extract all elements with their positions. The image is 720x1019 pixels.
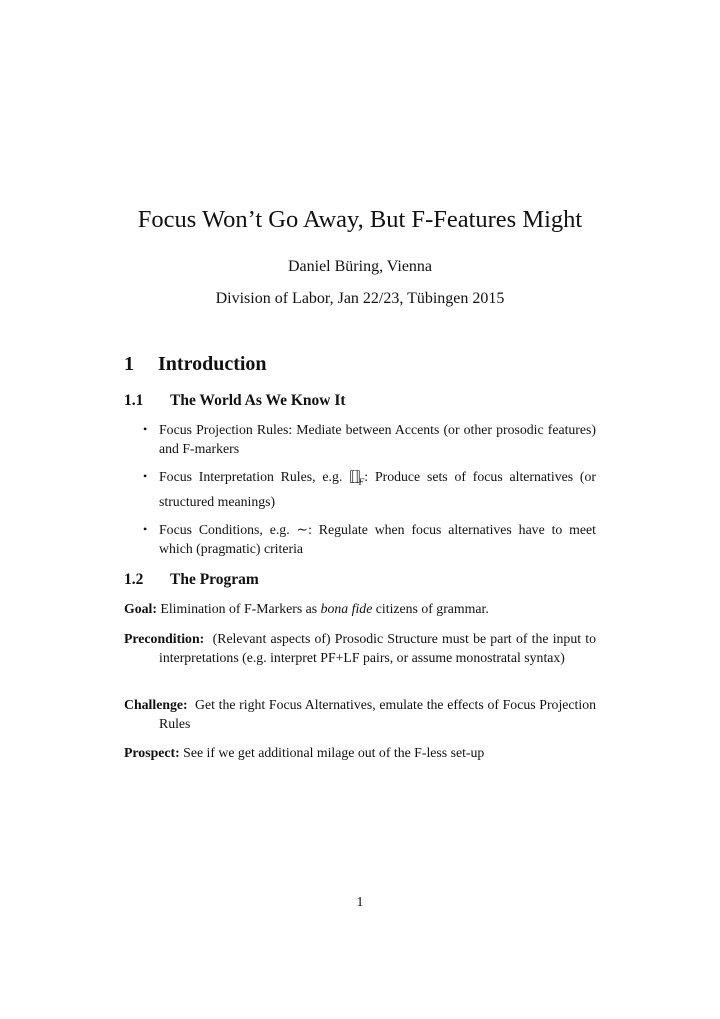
prospect-item [124, 743, 596, 762]
goal-label: Goal: [124, 601, 157, 616]
focus-subscript: F [358, 476, 365, 487]
list-item [124, 520, 596, 558]
precondition-item [124, 629, 596, 667]
subsection-number: 1.2 [124, 571, 144, 588]
challenge-text: Get the right Focus Alternatives, emulate the effects of Focus Projection Rules [159, 697, 596, 731]
goal-text-pre: Elimination of F-Markers as [160, 601, 321, 616]
section-number: 1 [124, 353, 134, 375]
list-item-text: : Produce sets of focus alternatives (or structured meanings) [159, 469, 596, 509]
challenge-item [124, 695, 596, 733]
prospect-label: Prospect: [124, 745, 180, 760]
list-item [124, 420, 596, 458]
goal-text-post: citizens of grammar. [372, 601, 489, 616]
challenge-label: Challenge: [124, 697, 188, 712]
list-item-text: Focus Interpretation Rules, e.g. [159, 469, 350, 484]
goal-item [124, 599, 596, 618]
bullet-icon: • [143, 469, 148, 483]
subsection-heading-program [124, 571, 259, 589]
paper-title: Focus Won’t Go Away, But F-Features Might [137, 206, 583, 233]
list-item-text: Focus Conditions, e.g. ∼: Regulate when focus alternatives have to meet which (pragmatic) criteria [159, 521, 596, 556]
page-number: 1 [356, 894, 364, 909]
prospect-text: See if we get additional milage out of the F-less set-up [183, 745, 485, 760]
section-heading-introduction [124, 353, 267, 376]
precondition-label: Precondition: [124, 631, 205, 646]
section-title: Introduction [158, 353, 267, 375]
venue-line: Division of Labor, Jan 22/23, Tübingen 2015 [215, 290, 505, 307]
list-item-text: Focus Projection Rules: Mediate between Accents (or other prosodic features) and F-markers [159, 422, 596, 456]
semantic-brackets: ⟦⟧ [349, 469, 359, 484]
subsection-title: The Program [170, 571, 259, 588]
subsection-title: The World As We Know It [170, 392, 346, 409]
author-line: Daniel Büring, Vienna [287, 258, 433, 275]
precondition-text: (Relevant aspects of) Prosodic Structure must be part of the input to interpretations (e.g. interpret PF+LF pairs, or assume monostratal syntax) [159, 631, 596, 665]
list-item [124, 467, 596, 511]
subsection-heading-world [124, 392, 346, 410]
bullet-list [124, 420, 596, 567]
goal-emphasis: bona fide [320, 601, 373, 616]
subsection-number: 1.1 [124, 392, 144, 409]
bullet-icon: • [143, 521, 148, 536]
bullet-icon: • [143, 422, 148, 436]
